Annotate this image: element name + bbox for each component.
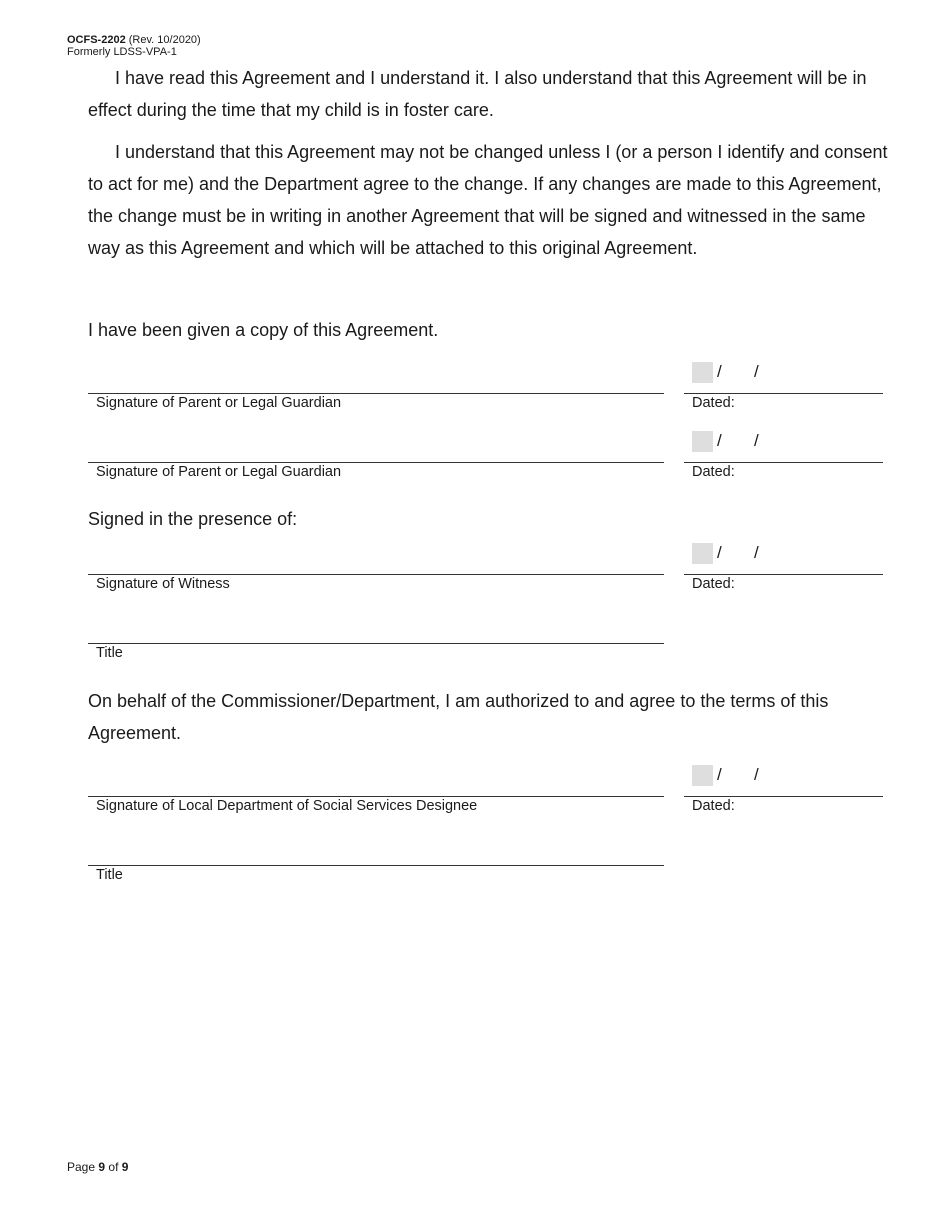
form-formerly: Formerly LDSS-VPA-1 [67,46,177,58]
witness-date-month-field[interactable] [692,543,713,564]
witness-signature-label: Signature of Witness [96,576,230,592]
of-word: of [108,1160,119,1174]
paragraph-copy-given: I have been given a copy of this Agreement. [88,320,439,340]
parent2-date-slash-2: / [754,431,759,450]
page-word: Page [67,1160,96,1174]
paragraph-on-behalf: On behalf of the Commissioner/Department, I am authorized to and agree to the terms of this Agreement. [88,691,829,743]
parent2-date-slash-1: / [717,431,722,450]
designee-signature-label: Signature of Local Department of Social Services Designee [96,798,478,814]
paragraph-changes: I understand that this Agreement may not be changed unless I (or a person I identify and consent to act for me) and the Department agree to the change. If any changes are made to this Agreement, the change must be in writing in another Agreement that will be signed and witnessed in the same way as this Agreement and which will be attached to this original Agreement. [88,142,888,258]
form-id [67,34,201,46]
parent2-dated-label: Dated: [692,464,735,480]
paragraph-understanding: I have read this Agreement and I understand it. I also understand that this Agreement will be in effect during the time that my child is in foster care. [88,68,867,120]
designee-date-month-field[interactable] [692,765,713,786]
form-revision: (Rev. 10/2020) [128,34,201,46]
parent1-date-slash-2: / [754,362,759,381]
parent2-date-month-field[interactable] [692,431,713,452]
parent1-signature-label: Signature of Parent or Legal Guardian [96,395,342,411]
designee-dated-label: Dated: [692,798,735,814]
parent1-dated-label: Dated: [692,395,735,411]
designee-title-label: Title [96,867,123,883]
designee-date-slash-1: / [717,765,722,784]
witness-date-slash-2: / [754,543,759,562]
witness-dated-label: Dated: [692,576,735,592]
form-number: OCFS-2202 [67,34,126,46]
page-current: 9 [98,1160,106,1174]
page-number [67,1160,128,1174]
parent1-date-slash-1: / [717,362,722,381]
page-total: 9 [121,1160,129,1174]
designee-date-slash-2: / [754,765,759,784]
designee-title-line[interactable] [88,865,664,866]
witness-title-label: Title [96,645,123,661]
witness-date-slash-1: / [717,543,722,562]
parent2-signature-label: Signature of Parent or Legal Guardian [96,464,342,480]
parent1-date-month-field[interactable] [692,362,713,383]
witness-title-line[interactable] [88,643,664,644]
presence-heading: Signed in the presence of: [88,509,298,529]
